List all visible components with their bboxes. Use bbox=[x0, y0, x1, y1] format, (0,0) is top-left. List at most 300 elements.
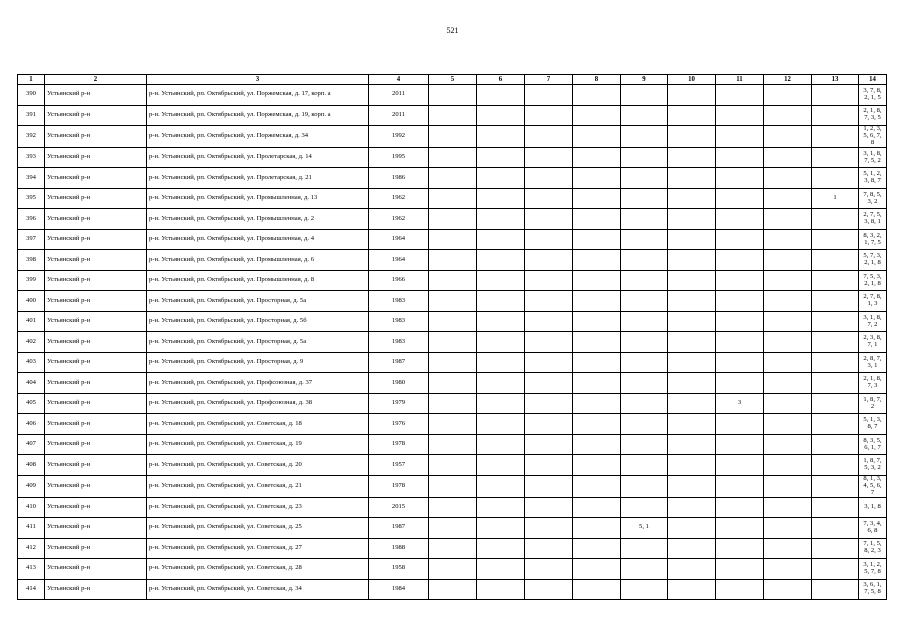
col8-cell bbox=[573, 250, 621, 271]
col12-cell bbox=[764, 291, 812, 312]
col11-cell bbox=[716, 270, 764, 291]
col10-cell bbox=[668, 209, 716, 230]
year-cell: 1962 bbox=[369, 209, 429, 230]
address-cell: р-н. Устьянский, рп. Октябрьский, ул. Промышленная, д. 4 bbox=[147, 229, 369, 250]
col10-cell bbox=[668, 497, 716, 518]
codes-cell: 3, 1, 2, 5, 7, 8 bbox=[859, 559, 887, 580]
column-header: 3 bbox=[147, 75, 369, 85]
col6-cell bbox=[477, 579, 525, 600]
col13-cell bbox=[812, 85, 859, 106]
col6-cell bbox=[477, 250, 525, 271]
row-number-cell: 395 bbox=[18, 188, 45, 209]
col6-cell bbox=[477, 414, 525, 435]
codes-cell: 2, 8, 7, 3, 1 bbox=[859, 352, 887, 373]
table-row bbox=[18, 209, 887, 230]
codes-cell: 3, 1, 8, 7, 5, 2 bbox=[859, 147, 887, 168]
col6-cell bbox=[477, 105, 525, 126]
col12-cell bbox=[764, 85, 812, 106]
row-number-cell: 401 bbox=[18, 311, 45, 332]
column-header: 12 bbox=[764, 75, 812, 85]
col8-cell bbox=[573, 579, 621, 600]
col13-cell bbox=[812, 250, 859, 271]
col5-cell bbox=[429, 455, 477, 476]
col11-cell bbox=[716, 105, 764, 126]
col12-cell bbox=[764, 229, 812, 250]
year-cell: 1983 bbox=[369, 311, 429, 332]
col5-cell bbox=[429, 188, 477, 209]
col10-cell bbox=[668, 393, 716, 414]
column-header: 6 bbox=[477, 75, 525, 85]
row-number-cell: 404 bbox=[18, 373, 45, 394]
col11-cell bbox=[716, 373, 764, 394]
col12-cell bbox=[764, 538, 812, 559]
codes-cell: 8, 3, 2, 1, 7, 5 bbox=[859, 229, 887, 250]
col7-cell bbox=[525, 209, 573, 230]
district-cell: Устьянский р-н bbox=[45, 538, 147, 559]
col12-cell bbox=[764, 250, 812, 271]
row-number-cell: 405 bbox=[18, 393, 45, 414]
col7-cell bbox=[525, 250, 573, 271]
col9-cell bbox=[621, 209, 668, 230]
col6-cell bbox=[477, 85, 525, 106]
col7-cell bbox=[525, 168, 573, 189]
col8-cell bbox=[573, 559, 621, 580]
table-row bbox=[18, 434, 887, 455]
col8-cell bbox=[573, 434, 621, 455]
col12-cell bbox=[764, 579, 812, 600]
col7-cell bbox=[525, 497, 573, 518]
col9-cell bbox=[621, 455, 668, 476]
codes-cell: 7, 1, 5, 8, 2, 3 bbox=[859, 538, 887, 559]
col7-cell bbox=[525, 579, 573, 600]
col8-cell bbox=[573, 291, 621, 312]
col6-cell bbox=[477, 229, 525, 250]
col12-cell bbox=[764, 559, 812, 580]
col6-cell bbox=[477, 168, 525, 189]
col13-cell bbox=[812, 270, 859, 291]
col13-cell bbox=[812, 538, 859, 559]
column-header: 9 bbox=[621, 75, 668, 85]
table-row bbox=[18, 229, 887, 250]
col9-cell bbox=[621, 105, 668, 126]
address-cell: р-н. Устьянский, рп. Октябрьский, ул. Поржемская, д. 19, корп. а bbox=[147, 105, 369, 126]
col10-cell bbox=[668, 85, 716, 106]
col6-cell bbox=[477, 270, 525, 291]
col8-cell bbox=[573, 414, 621, 435]
col9-cell bbox=[621, 270, 668, 291]
col10-cell bbox=[668, 559, 716, 580]
col10-cell bbox=[668, 105, 716, 126]
col12-cell bbox=[764, 209, 812, 230]
col8-cell bbox=[573, 168, 621, 189]
col13-cell bbox=[812, 291, 859, 312]
table-row bbox=[18, 538, 887, 559]
col11-cell bbox=[716, 455, 764, 476]
col10-cell bbox=[668, 373, 716, 394]
codes-cell: 5, 1, 3, 8, 7 bbox=[859, 414, 887, 435]
col9-cell: 5, 1 bbox=[621, 518, 668, 539]
table-row bbox=[18, 188, 887, 209]
col6-cell bbox=[477, 147, 525, 168]
table-row bbox=[18, 311, 887, 332]
year-cell: 1958 bbox=[369, 559, 429, 580]
col11-cell bbox=[716, 332, 764, 353]
year-cell: 1979 bbox=[369, 393, 429, 414]
col13-cell bbox=[812, 126, 859, 148]
district-cell: Устьянский р-н bbox=[45, 105, 147, 126]
table-row bbox=[18, 559, 887, 580]
year-cell: 2015 bbox=[369, 497, 429, 518]
col11-cell bbox=[716, 414, 764, 435]
col12-cell bbox=[764, 270, 812, 291]
address-cell: р-н. Устьянский, рп. Октябрьский, ул. Пролетарская, д. 21 bbox=[147, 168, 369, 189]
col7-cell bbox=[525, 291, 573, 312]
col9-cell bbox=[621, 559, 668, 580]
col7-cell bbox=[525, 126, 573, 148]
col5-cell bbox=[429, 250, 477, 271]
col10-cell bbox=[668, 414, 716, 435]
codes-cell: 7, 8, 5, 3, 2 bbox=[859, 188, 887, 209]
year-cell: 1966 bbox=[369, 270, 429, 291]
col12-cell bbox=[764, 352, 812, 373]
col9-cell bbox=[621, 85, 668, 106]
col5-cell bbox=[429, 414, 477, 435]
address-cell: р-н. Устьянский, рп. Октябрьский, ул. Советская, д. 27 bbox=[147, 538, 369, 559]
col7-cell bbox=[525, 147, 573, 168]
address-cell: р-н. Устьянский, рп. Октябрьский, ул. Поржемская, д. 34 bbox=[147, 126, 369, 148]
district-cell: Устьянский р-н bbox=[45, 85, 147, 106]
col10-cell bbox=[668, 538, 716, 559]
table-row bbox=[18, 373, 887, 394]
col11-cell bbox=[716, 518, 764, 539]
codes-cell: 1, 2, 3, 5, 6, 7, 8 bbox=[859, 126, 887, 148]
column-header: 5 bbox=[429, 75, 477, 85]
col13-cell bbox=[812, 518, 859, 539]
housing-register-table bbox=[17, 74, 887, 600]
col8-cell bbox=[573, 332, 621, 353]
district-cell: Устьянский р-н bbox=[45, 455, 147, 476]
col6-cell bbox=[477, 538, 525, 559]
table-row bbox=[18, 497, 887, 518]
col6-cell bbox=[477, 352, 525, 373]
col5-cell bbox=[429, 373, 477, 394]
year-cell: 2011 bbox=[369, 85, 429, 106]
codes-cell: 5, 1, 2, 3, 8, 7 bbox=[859, 168, 887, 189]
district-cell: Устьянский р-н bbox=[45, 250, 147, 271]
address-cell: р-н. Устьянский, рп. Октябрьский, ул. Промышленная, д. 2 bbox=[147, 209, 369, 230]
col11-cell bbox=[716, 250, 764, 271]
col9-cell bbox=[621, 188, 668, 209]
col8-cell bbox=[573, 475, 621, 497]
col10-cell bbox=[668, 147, 716, 168]
col5-cell bbox=[429, 291, 477, 312]
col6-cell bbox=[477, 455, 525, 476]
codes-cell: 2, 7, 5, 3, 8, 1 bbox=[859, 209, 887, 230]
col8-cell bbox=[573, 352, 621, 373]
year-cell: 1964 bbox=[369, 250, 429, 271]
col7-cell bbox=[525, 414, 573, 435]
row-number-cell: 407 bbox=[18, 434, 45, 455]
col13-cell bbox=[812, 352, 859, 373]
district-cell: Устьянский р-н bbox=[45, 559, 147, 580]
col13-cell bbox=[812, 414, 859, 435]
district-cell: Устьянский р-н bbox=[45, 209, 147, 230]
col10-cell bbox=[668, 126, 716, 148]
col6-cell bbox=[477, 559, 525, 580]
col13-cell bbox=[812, 497, 859, 518]
col7-cell bbox=[525, 373, 573, 394]
codes-cell: 3, 7, 8, 2, 1, 5 bbox=[859, 85, 887, 106]
col11-cell bbox=[716, 126, 764, 148]
col8-cell bbox=[573, 538, 621, 559]
col8-cell bbox=[573, 393, 621, 414]
year-cell: 1978 bbox=[369, 475, 429, 497]
col10-cell bbox=[668, 250, 716, 271]
col6-cell bbox=[477, 497, 525, 518]
address-cell: р-н. Устьянский, рп. Октябрьский, ул. Советская, д. 20 bbox=[147, 455, 369, 476]
year-cell: 1986 bbox=[369, 168, 429, 189]
col5-cell bbox=[429, 311, 477, 332]
year-cell: 2011 bbox=[369, 105, 429, 126]
col9-cell bbox=[621, 352, 668, 373]
row-number-cell: 390 bbox=[18, 85, 45, 106]
district-cell: Устьянский р-н bbox=[45, 352, 147, 373]
col9-cell bbox=[621, 434, 668, 455]
col10-cell bbox=[668, 518, 716, 539]
district-cell: Устьянский р-н bbox=[45, 373, 147, 394]
col7-cell bbox=[525, 434, 573, 455]
col13-cell bbox=[812, 559, 859, 580]
col7-cell bbox=[525, 518, 573, 539]
col10-cell bbox=[668, 229, 716, 250]
codes-cell: 2, 1, 8, 7, 3 bbox=[859, 373, 887, 394]
col12-cell bbox=[764, 373, 812, 394]
col7-cell bbox=[525, 393, 573, 414]
col7-cell bbox=[525, 311, 573, 332]
col11-cell bbox=[716, 559, 764, 580]
row-number-cell: 414 bbox=[18, 579, 45, 600]
district-cell: Устьянский р-н bbox=[45, 414, 147, 435]
col10-cell bbox=[668, 332, 716, 353]
table-row bbox=[18, 270, 887, 291]
col12-cell bbox=[764, 168, 812, 189]
col11-cell bbox=[716, 497, 764, 518]
col8-cell bbox=[573, 373, 621, 394]
column-header: 10 bbox=[668, 75, 716, 85]
col5-cell bbox=[429, 229, 477, 250]
col10-cell bbox=[668, 188, 716, 209]
col9-cell bbox=[621, 373, 668, 394]
col7-cell bbox=[525, 229, 573, 250]
col7-cell bbox=[525, 188, 573, 209]
col7-cell bbox=[525, 332, 573, 353]
col8-cell bbox=[573, 105, 621, 126]
address-cell: р-н. Устьянский, рп. Октябрьский, ул. Промышленная, д. 8 bbox=[147, 270, 369, 291]
col12-cell bbox=[764, 188, 812, 209]
col9-cell bbox=[621, 475, 668, 497]
col5-cell bbox=[429, 147, 477, 168]
row-number-cell: 398 bbox=[18, 250, 45, 271]
col11-cell bbox=[716, 209, 764, 230]
row-number-cell: 406 bbox=[18, 414, 45, 435]
col5-cell bbox=[429, 85, 477, 106]
col12-cell bbox=[764, 518, 812, 539]
col9-cell bbox=[621, 497, 668, 518]
row-number-cell: 408 bbox=[18, 455, 45, 476]
district-cell: Устьянский р-н bbox=[45, 332, 147, 353]
col13-cell bbox=[812, 455, 859, 476]
row-number-cell: 410 bbox=[18, 497, 45, 518]
codes-cell: 1, 8, 7, 2 bbox=[859, 393, 887, 414]
col11-cell bbox=[716, 475, 764, 497]
column-header: 7 bbox=[525, 75, 573, 85]
year-cell: 1964 bbox=[369, 229, 429, 250]
col8-cell bbox=[573, 147, 621, 168]
codes-cell: 3, 1, 8 bbox=[859, 497, 887, 518]
header-row bbox=[18, 75, 887, 85]
district-cell: Устьянский р-н bbox=[45, 229, 147, 250]
col13-cell bbox=[812, 105, 859, 126]
address-cell: р-н. Устьянский, рп. Октябрьский, ул. Советская, д. 23 bbox=[147, 497, 369, 518]
col5-cell bbox=[429, 393, 477, 414]
col11-cell bbox=[716, 311, 764, 332]
row-number-cell: 413 bbox=[18, 559, 45, 580]
address-cell: р-н. Устьянский, рп. Октябрьский, ул. Советская, д. 28 bbox=[147, 559, 369, 580]
row-number-cell: 400 bbox=[18, 291, 45, 312]
col6-cell bbox=[477, 209, 525, 230]
row-number-cell: 392 bbox=[18, 126, 45, 148]
district-cell: Устьянский р-н bbox=[45, 126, 147, 148]
year-cell: 1987 bbox=[369, 518, 429, 539]
col9-cell bbox=[621, 538, 668, 559]
col8-cell bbox=[573, 229, 621, 250]
table-row bbox=[18, 332, 887, 353]
row-number-cell: 399 bbox=[18, 270, 45, 291]
address-cell: р-н. Устьянский, рп. Октябрьский, ул. Советская, д. 18 bbox=[147, 414, 369, 435]
year-cell: 1988 bbox=[369, 538, 429, 559]
codes-cell: 2, 1, 8, 7, 3, 5 bbox=[859, 105, 887, 126]
table-row bbox=[18, 250, 887, 271]
col7-cell bbox=[525, 538, 573, 559]
col6-cell bbox=[477, 475, 525, 497]
col11-cell bbox=[716, 352, 764, 373]
address-cell: р-н. Устьянский, рп. Октябрьский, ул. Поржемская, д. 17, корп. а bbox=[147, 85, 369, 106]
address-cell: р-н. Устьянский, рп. Октябрьский, ул. Промышленная, д. 6 bbox=[147, 250, 369, 271]
col6-cell bbox=[477, 311, 525, 332]
col10-cell bbox=[668, 434, 716, 455]
column-header: 2 bbox=[45, 75, 147, 85]
col11-cell: 3 bbox=[716, 393, 764, 414]
col13-cell bbox=[812, 209, 859, 230]
column-header: 11 bbox=[716, 75, 764, 85]
address-cell: р-н. Устьянский, рп. Октябрьский, ул. Профсоюзная, д. 38 bbox=[147, 393, 369, 414]
codes-cell: 5, 7, 3, 2, 1, 8 bbox=[859, 250, 887, 271]
col9-cell bbox=[621, 229, 668, 250]
col8-cell bbox=[573, 188, 621, 209]
col5-cell bbox=[429, 538, 477, 559]
year-cell: 1992 bbox=[369, 126, 429, 148]
col5-cell bbox=[429, 270, 477, 291]
address-cell: р-н. Устьянский, рп. Октябрьский, ул. Просторная, д. 5а bbox=[147, 332, 369, 353]
table-row bbox=[18, 518, 887, 539]
column-header: 13 bbox=[812, 75, 859, 85]
col10-cell bbox=[668, 455, 716, 476]
col11-cell bbox=[716, 147, 764, 168]
col11-cell bbox=[716, 538, 764, 559]
column-header: 4 bbox=[369, 75, 429, 85]
col7-cell bbox=[525, 559, 573, 580]
col10-cell bbox=[668, 579, 716, 600]
table-row bbox=[18, 291, 887, 312]
col6-cell bbox=[477, 518, 525, 539]
col10-cell bbox=[668, 291, 716, 312]
col6-cell bbox=[477, 434, 525, 455]
codes-cell: 3, 1, 8, 7, 2 bbox=[859, 311, 887, 332]
row-number-cell: 412 bbox=[18, 538, 45, 559]
col8-cell bbox=[573, 85, 621, 106]
column-header: 14 bbox=[859, 75, 887, 85]
col12-cell bbox=[764, 393, 812, 414]
col10-cell bbox=[668, 270, 716, 291]
col9-cell bbox=[621, 332, 668, 353]
col13-cell bbox=[812, 579, 859, 600]
col8-cell bbox=[573, 270, 621, 291]
table-row bbox=[18, 414, 887, 435]
year-cell: 1995 bbox=[369, 147, 429, 168]
col6-cell bbox=[477, 373, 525, 394]
col10-cell bbox=[668, 352, 716, 373]
table-row bbox=[18, 126, 887, 148]
col11-cell bbox=[716, 434, 764, 455]
col6-cell bbox=[477, 188, 525, 209]
table-row bbox=[18, 352, 887, 373]
year-cell: 1957 bbox=[369, 455, 429, 476]
row-number-cell: 402 bbox=[18, 332, 45, 353]
year-cell: 1976 bbox=[369, 414, 429, 435]
district-cell: Устьянский р-н bbox=[45, 497, 147, 518]
col12-cell bbox=[764, 332, 812, 353]
col12-cell bbox=[764, 105, 812, 126]
col7-cell bbox=[525, 352, 573, 373]
col13-cell bbox=[812, 229, 859, 250]
col11-cell bbox=[716, 188, 764, 209]
row-number-cell: 394 bbox=[18, 168, 45, 189]
col7-cell bbox=[525, 270, 573, 291]
table-row bbox=[18, 105, 887, 126]
col13-cell bbox=[812, 393, 859, 414]
col5-cell bbox=[429, 434, 477, 455]
district-cell: Устьянский р-н bbox=[45, 518, 147, 539]
table-row bbox=[18, 455, 887, 476]
col5-cell bbox=[429, 332, 477, 353]
col13-cell bbox=[812, 373, 859, 394]
column-header: 8 bbox=[573, 75, 621, 85]
col6-cell bbox=[477, 332, 525, 353]
row-number-cell: 403 bbox=[18, 352, 45, 373]
col10-cell bbox=[668, 311, 716, 332]
col10-cell bbox=[668, 475, 716, 497]
codes-cell: 2, 7, 8, 1, 3 bbox=[859, 291, 887, 312]
col8-cell bbox=[573, 126, 621, 148]
year-cell: 1978 bbox=[369, 434, 429, 455]
col12-cell bbox=[764, 455, 812, 476]
col8-cell bbox=[573, 209, 621, 230]
col7-cell bbox=[525, 85, 573, 106]
year-cell: 1983 bbox=[369, 291, 429, 312]
col13-cell bbox=[812, 434, 859, 455]
table-row bbox=[18, 168, 887, 189]
district-cell: Устьянский р-н bbox=[45, 579, 147, 600]
